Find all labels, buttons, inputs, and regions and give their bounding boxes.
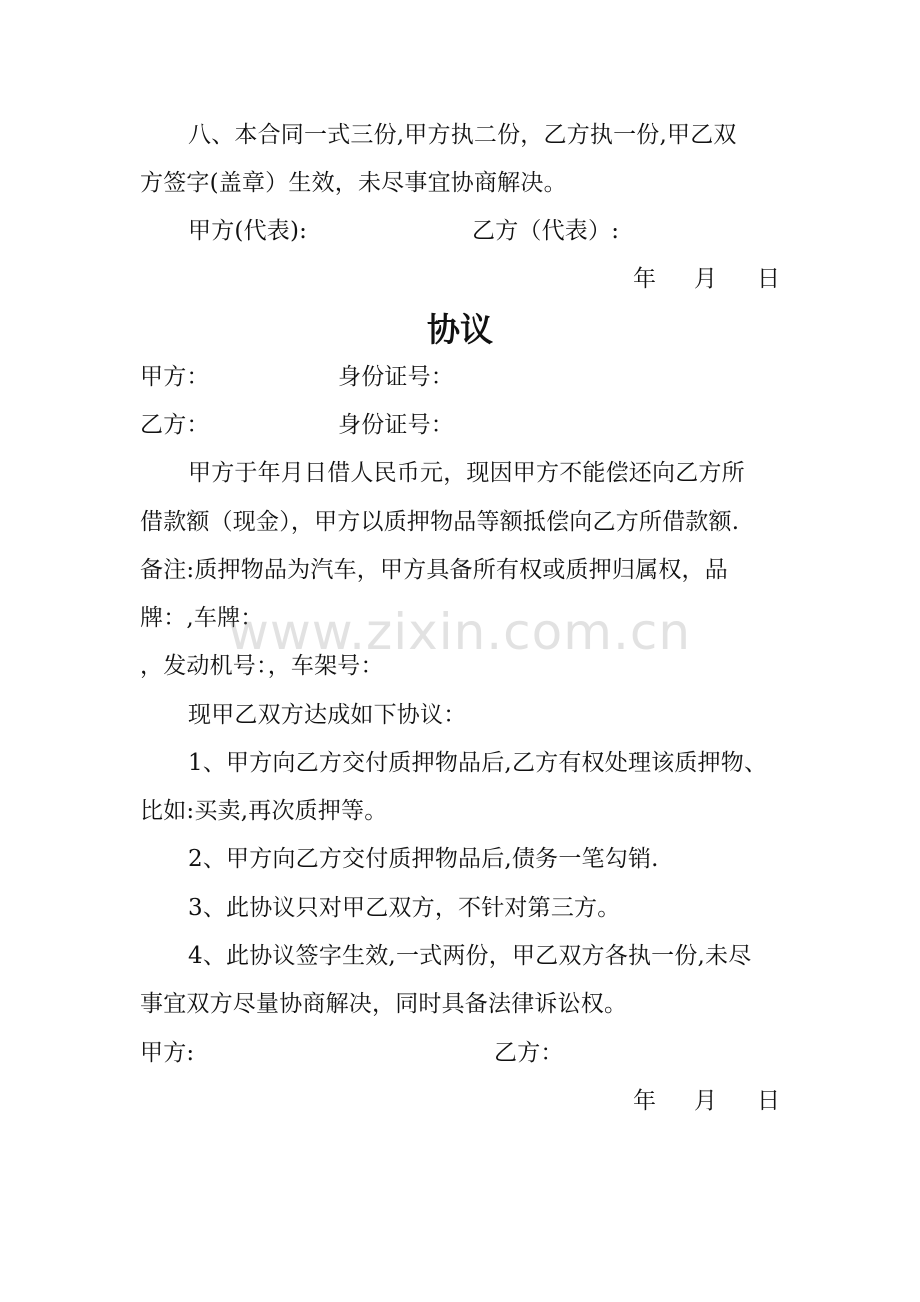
party-b-id-label: 身份证号： [338, 412, 454, 438]
item-3: 3、此协议只对甲乙双方，不针对第三方。 [188, 895, 621, 921]
intro-line-2: 借款额（现金），甲方以质押物品等额抵偿向乙方所借款额. [140, 509, 740, 535]
date-day-label: 日 [757, 266, 781, 292]
party-a-id-label: 身份证号： [338, 364, 454, 390]
watermark: www.zixin.com.cn [228, 603, 692, 661]
party-b-representative-label: 乙方（代表）: [472, 218, 620, 244]
date-year-label: 年 [633, 266, 657, 292]
item-1-line-1: 1、甲方向乙方交付质押物品后,乙方有权处理该质押物、 [188, 750, 768, 776]
intro-line-4: 牌：,车牌： [140, 605, 264, 631]
party-a-label: 甲方： [140, 364, 210, 390]
item-4-line-1: 4、此协议签字生效,一式两份，甲乙双方各执一份,未尽 [188, 943, 752, 969]
sign-party-b-label: 乙方： [494, 1040, 564, 1066]
intro-line-3: 备注:质押物品为汽车，甲方具备所有权或质押归属权，品 [140, 557, 728, 583]
agreement-date-year-label: 年 [633, 1088, 657, 1114]
item-4-line-2: 事宜双方尽量协商解决，同时具备法律诉讼权。 [140, 991, 628, 1017]
date-month-label: 月 [694, 266, 718, 292]
intro-line-5: ，发动机号：，车架号： [140, 653, 384, 679]
party-a-representative-label: 甲方(代表): [188, 218, 308, 244]
agreement-lead: 现甲乙双方达成如下协议： [188, 702, 467, 728]
item-2: 2、甲方向乙方交付质押物品后,债务一笔勾销. [188, 846, 659, 872]
party-b-label: 乙方： [140, 412, 210, 438]
agreement-date-month-label: 月 [694, 1088, 718, 1114]
clause-8-line-2: 方签字(盖章）生效，未尽事宜协商解决。 [140, 170, 567, 196]
sign-party-a-label: 甲方: [140, 1040, 195, 1066]
agreement-date-day-label: 日 [757, 1088, 781, 1114]
agreement-title: 协议 [427, 310, 493, 349]
intro-line-1: 甲方于年月日借人民币元，现因甲方不能偿还向乙方所 [188, 460, 745, 486]
item-1-line-2: 比如:买卖,再次质押等。 [140, 798, 388, 824]
clause-8-line-1: 八、本合同一式三份,甲方执二份，乙方执一份,甲乙双 [188, 122, 737, 148]
